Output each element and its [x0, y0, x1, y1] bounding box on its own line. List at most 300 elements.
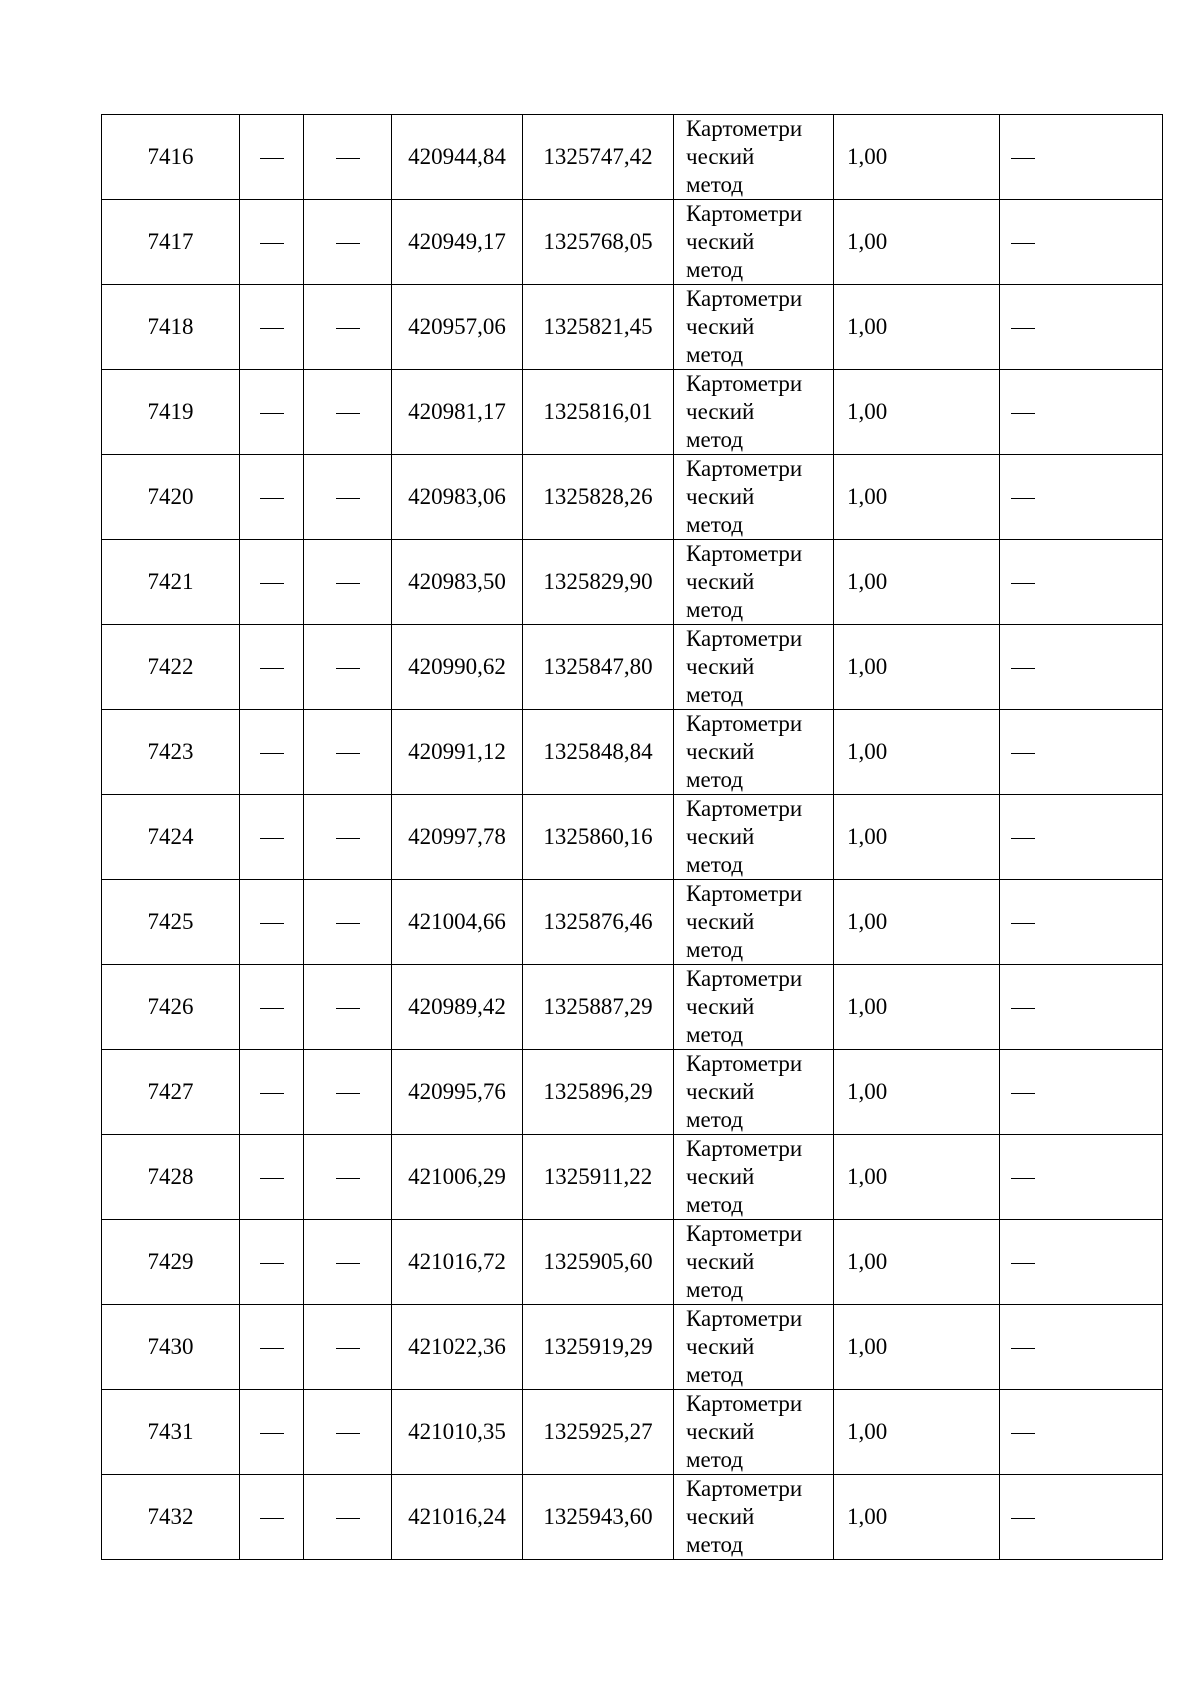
- method-cell: [674, 115, 834, 200]
- empty-value-cell: [304, 285, 392, 370]
- dash-mark: [260, 923, 284, 924]
- accuracy-text: 1,00: [847, 484, 888, 510]
- dash-mark: [260, 838, 284, 839]
- accuracy-text: 1,00: [847, 1079, 888, 1105]
- coordinate-x-cell: [392, 1475, 523, 1560]
- empty-value-cell: [240, 200, 304, 285]
- coordinate-x-text: 420983,50: [408, 569, 506, 595]
- method-text: Картометри ческий метод: [686, 966, 803, 1047]
- method-cell: [674, 965, 834, 1050]
- point-number-cell: [102, 965, 240, 1050]
- table-row: [102, 1475, 1163, 1560]
- coordinate-y-cell: [523, 285, 674, 370]
- coordinate-x-text: 420990,62: [408, 654, 506, 680]
- dash-mark: [1011, 328, 1035, 329]
- dash-mark: [260, 583, 284, 584]
- dash-text: [1035, 908, 1036, 909]
- coordinate-y-cell: [523, 1390, 674, 1475]
- dash-mark: [1011, 668, 1035, 669]
- table-row: [102, 285, 1163, 370]
- coordinate-y-cell: [523, 880, 674, 965]
- empty-value-cell: [1000, 285, 1163, 370]
- dash-text: [360, 653, 361, 654]
- dash-mark: [336, 1093, 360, 1094]
- empty-value-cell: [1000, 965, 1163, 1050]
- method-cell: [674, 540, 834, 625]
- coordinate-y-text: 1325829,90: [543, 569, 653, 595]
- coordinate-x-text: 421016,24: [408, 1504, 506, 1530]
- dash-mark: [336, 753, 360, 754]
- coordinate-x-text: 421004,66: [408, 909, 506, 935]
- accuracy-text: 1,00: [847, 909, 888, 935]
- coordinate-y-text: 1325860,16: [543, 824, 653, 850]
- accuracy-cell: [834, 1475, 1000, 1560]
- method-cell: [674, 625, 834, 710]
- empty-value-cell: [304, 540, 392, 625]
- dash-mark: [260, 1348, 284, 1349]
- dash-text: [360, 1163, 361, 1164]
- empty-value-cell: [240, 795, 304, 880]
- accuracy-cell: [834, 455, 1000, 540]
- dash-mark: [336, 1433, 360, 1434]
- empty-value-cell: [304, 1135, 392, 1220]
- accuracy-text: 1,00: [847, 229, 888, 255]
- method-cell: [674, 880, 834, 965]
- dash-mark: [336, 583, 360, 584]
- empty-value-cell: [240, 455, 304, 540]
- coordinate-x-text: 421010,35: [408, 1419, 506, 1445]
- coordinate-y-text: 1325925,27: [543, 1419, 653, 1445]
- dash-text: [360, 738, 361, 739]
- point-number-text: 7429: [147, 1249, 194, 1275]
- dash-text: [284, 313, 285, 314]
- method-text: Картометри ческий метод: [686, 1391, 803, 1472]
- accuracy-text: 1,00: [847, 994, 888, 1020]
- method-cell: [674, 795, 834, 880]
- coordinate-y-cell: [523, 200, 674, 285]
- dash-mark: [1011, 838, 1035, 839]
- coordinate-y-cell: [523, 1220, 674, 1305]
- accuracy-cell: [834, 285, 1000, 370]
- coordinate-x-cell: [392, 115, 523, 200]
- accuracy-text: 1,00: [847, 654, 888, 680]
- method-text: Картометри ческий метод: [686, 626, 803, 707]
- coordinate-y-text: 1325911,22: [543, 1164, 653, 1190]
- coordinate-x-cell: [392, 540, 523, 625]
- coordinate-x-cell: [392, 200, 523, 285]
- empty-value-cell: [240, 1220, 304, 1305]
- accuracy-text: 1,00: [847, 569, 888, 595]
- coordinate-y-text: 1325848,84: [543, 739, 653, 765]
- point-number-text: 7418: [147, 314, 194, 340]
- coordinate-y-text: 1325828,26: [543, 484, 653, 510]
- coordinate-x-text: 421016,72: [408, 1249, 506, 1275]
- method-cell: [674, 710, 834, 795]
- method-text: Картометри ческий метод: [686, 286, 803, 367]
- dash-text: [360, 993, 361, 994]
- dash-mark: [336, 498, 360, 499]
- point-number-cell: [102, 1050, 240, 1135]
- point-number-cell: [102, 540, 240, 625]
- dash-text: [284, 738, 285, 739]
- accuracy-text: 1,00: [847, 399, 888, 425]
- empty-value-cell: [304, 795, 392, 880]
- dash-text: [1035, 483, 1036, 484]
- coordinate-y-cell: [523, 1050, 674, 1135]
- accuracy-text: 1,00: [847, 824, 888, 850]
- method-text: Картометри ческий метод: [686, 456, 803, 537]
- empty-value-cell: [304, 370, 392, 455]
- point-number-cell: [102, 455, 240, 540]
- point-number-cell: [102, 285, 240, 370]
- dash-mark: [1011, 753, 1035, 754]
- dash-mark: [336, 328, 360, 329]
- table-row: [102, 965, 1163, 1050]
- point-number-cell: [102, 370, 240, 455]
- dash-text: [360, 1248, 361, 1249]
- coordinate-y-cell: [523, 115, 674, 200]
- dash-mark: [1011, 158, 1035, 159]
- empty-value-cell: [304, 1305, 392, 1390]
- dash-text: [284, 228, 285, 229]
- coordinate-y-cell: [523, 540, 674, 625]
- method-text: Картометри ческий метод: [686, 541, 803, 622]
- accuracy-text: 1,00: [847, 1249, 888, 1275]
- dash-text: [284, 398, 285, 399]
- method-cell: [674, 370, 834, 455]
- empty-value-cell: [304, 965, 392, 1050]
- empty-value-cell: [240, 880, 304, 965]
- method-text: Картометри ческий метод: [686, 796, 803, 877]
- dash-text: [284, 653, 285, 654]
- dash-text: [1035, 993, 1036, 994]
- accuracy-cell: [834, 625, 1000, 710]
- table-row: [102, 1050, 1163, 1135]
- dash-text: [1035, 1418, 1036, 1419]
- empty-value-cell: [1000, 540, 1163, 625]
- empty-value-cell: [1000, 1305, 1163, 1390]
- coordinate-y-text: 1325816,01: [543, 399, 653, 425]
- coordinate-y-text: 1325943,60: [543, 1504, 653, 1530]
- empty-value-cell: [1000, 370, 1163, 455]
- accuracy-cell: [834, 1220, 1000, 1305]
- dash-text: [284, 1333, 285, 1334]
- empty-value-cell: [1000, 1135, 1163, 1220]
- table-row: [102, 455, 1163, 540]
- dash-mark: [1011, 1178, 1035, 1179]
- dash-mark: [1011, 1093, 1035, 1094]
- method-cell: [674, 455, 834, 540]
- table-row: [102, 625, 1163, 710]
- coordinate-y-cell: [523, 965, 674, 1050]
- dash-mark: [336, 668, 360, 669]
- point-number-cell: [102, 1390, 240, 1475]
- point-number-cell: [102, 1475, 240, 1560]
- accuracy-cell: [834, 200, 1000, 285]
- table-row: [102, 370, 1163, 455]
- dash-text: [1035, 738, 1036, 739]
- accuracy-cell: [834, 965, 1000, 1050]
- table-row: [102, 1135, 1163, 1220]
- empty-value-cell: [240, 965, 304, 1050]
- dash-mark: [260, 1008, 284, 1009]
- point-number-text: 7416: [147, 144, 194, 170]
- dash-mark: [336, 1263, 360, 1264]
- dash-mark: [260, 1263, 284, 1264]
- coordinate-y-cell: [523, 710, 674, 795]
- dash-text: [1035, 568, 1036, 569]
- dash-text: [360, 483, 361, 484]
- accuracy-cell: [834, 880, 1000, 965]
- point-number-cell: [102, 625, 240, 710]
- dash-mark: [260, 753, 284, 754]
- point-number-text: 7431: [147, 1419, 194, 1445]
- dash-mark: [1011, 1433, 1035, 1434]
- dash-text: [1035, 398, 1036, 399]
- dash-text: [284, 908, 285, 909]
- dash-text: [1035, 653, 1036, 654]
- accuracy-cell: [834, 795, 1000, 880]
- dash-text: [284, 993, 285, 994]
- dash-mark: [336, 243, 360, 244]
- coordinate-y-text: 1325876,46: [543, 909, 653, 935]
- coordinate-x-text: 421022,36: [408, 1334, 506, 1360]
- dash-text: [284, 568, 285, 569]
- coordinate-y-text: 1325905,60: [543, 1249, 653, 1275]
- dash-text: [284, 143, 285, 144]
- table-row: [102, 1305, 1163, 1390]
- empty-value-cell: [304, 1390, 392, 1475]
- dash-mark: [260, 413, 284, 414]
- dash-mark: [260, 1518, 284, 1519]
- empty-value-cell: [1000, 710, 1163, 795]
- accuracy-cell: [834, 115, 1000, 200]
- dash-text: [284, 823, 285, 824]
- dash-text: [284, 1078, 285, 1079]
- dash-text: [1035, 1078, 1036, 1079]
- dash-mark: [336, 838, 360, 839]
- accuracy-text: 1,00: [847, 144, 888, 170]
- dash-mark: [260, 328, 284, 329]
- point-number-cell: [102, 880, 240, 965]
- coordinate-y-text: 1325747,42: [543, 144, 653, 170]
- method-cell: [674, 1050, 834, 1135]
- coordinates-table: [101, 114, 1163, 1560]
- coordinate-x-cell: [392, 1135, 523, 1220]
- dash-mark: [1011, 1348, 1035, 1349]
- table-row: [102, 1390, 1163, 1475]
- empty-value-cell: [1000, 1050, 1163, 1135]
- method-text: Картометри ческий метод: [686, 1476, 803, 1557]
- dash-text: [284, 483, 285, 484]
- point-number-cell: [102, 1135, 240, 1220]
- empty-value-cell: [240, 1135, 304, 1220]
- point-number-text: 7420: [147, 484, 194, 510]
- dash-mark: [1011, 1263, 1035, 1264]
- dash-mark: [336, 1518, 360, 1519]
- method-text: Картометри ческий метод: [686, 1051, 803, 1132]
- coordinate-y-text: 1325887,29: [543, 994, 653, 1020]
- empty-value-cell: [1000, 1475, 1163, 1560]
- point-number-text: 7430: [147, 1334, 194, 1360]
- empty-value-cell: [304, 455, 392, 540]
- accuracy-cell: [834, 370, 1000, 455]
- coordinate-x-cell: [392, 965, 523, 1050]
- coordinate-x-text: 420944,84: [408, 144, 506, 170]
- dash-text: [1035, 1503, 1036, 1504]
- coordinate-x-text: 420983,06: [408, 484, 506, 510]
- empty-value-cell: [304, 880, 392, 965]
- empty-value-cell: [240, 1390, 304, 1475]
- method-cell: [674, 1305, 834, 1390]
- dash-mark: [336, 1178, 360, 1179]
- method-cell: [674, 285, 834, 370]
- empty-value-cell: [1000, 880, 1163, 965]
- dash-mark: [1011, 1518, 1035, 1519]
- empty-value-cell: [304, 710, 392, 795]
- dash-mark: [1011, 413, 1035, 414]
- method-text: Картометри ческий метод: [686, 201, 803, 282]
- point-number-text: 7426: [147, 994, 194, 1020]
- coordinate-y-text: 1325821,45: [543, 314, 653, 340]
- coordinate-x-cell: [392, 880, 523, 965]
- dash-mark: [1011, 1008, 1035, 1009]
- coordinate-y-text: 1325847,80: [543, 654, 653, 680]
- method-text: Картометри ческий метод: [686, 1306, 803, 1387]
- table-row: [102, 200, 1163, 285]
- dash-mark: [260, 158, 284, 159]
- coordinate-x-cell: [392, 370, 523, 455]
- dash-mark: [336, 158, 360, 159]
- dash-mark: [336, 1348, 360, 1349]
- coordinate-x-text: 420949,17: [408, 229, 506, 255]
- dash-text: [1035, 313, 1036, 314]
- dash-mark: [260, 668, 284, 669]
- method-text: Картометри ческий метод: [686, 371, 803, 452]
- point-number-cell: [102, 1220, 240, 1305]
- dash-mark: [260, 1178, 284, 1179]
- dash-text: [1035, 228, 1036, 229]
- dash-mark: [336, 1008, 360, 1009]
- coordinate-y-text: 1325768,05: [543, 229, 653, 255]
- empty-value-cell: [1000, 200, 1163, 285]
- accuracy-cell: [834, 1050, 1000, 1135]
- method-cell: [674, 1475, 834, 1560]
- table-row: [102, 115, 1163, 200]
- table-body: [102, 115, 1163, 1560]
- dash-mark: [1011, 923, 1035, 924]
- empty-value-cell: [304, 1050, 392, 1135]
- method-text: Картометри ческий метод: [686, 1136, 803, 1217]
- dash-text: [1035, 823, 1036, 824]
- dash-text: [284, 1503, 285, 1504]
- coordinate-x-cell: [392, 795, 523, 880]
- dash-text: [284, 1418, 285, 1419]
- coordinate-y-cell: [523, 1305, 674, 1390]
- dash-text: [360, 143, 361, 144]
- accuracy-cell: [834, 1390, 1000, 1475]
- empty-value-cell: [1000, 625, 1163, 710]
- coordinate-x-text: 420957,06: [408, 314, 506, 340]
- point-number-text: 7421: [147, 569, 194, 595]
- method-text: Картометри ческий метод: [686, 1221, 803, 1302]
- dash-text: [360, 908, 361, 909]
- accuracy-text: 1,00: [847, 1504, 888, 1530]
- dash-text: [360, 398, 361, 399]
- method-text: Картометри ческий метод: [686, 711, 803, 792]
- dash-text: [360, 228, 361, 229]
- coordinate-x-text: 420981,17: [408, 399, 506, 425]
- point-number-text: 7417: [147, 229, 194, 255]
- coordinate-y-cell: [523, 370, 674, 455]
- dash-mark: [260, 498, 284, 499]
- empty-value-cell: [1000, 1390, 1163, 1475]
- point-number-cell: [102, 200, 240, 285]
- point-number-cell: [102, 1305, 240, 1390]
- dash-text: [360, 1503, 361, 1504]
- dash-text: [1035, 143, 1036, 144]
- empty-value-cell: [304, 115, 392, 200]
- dash-text: [1035, 1248, 1036, 1249]
- empty-value-cell: [1000, 795, 1163, 880]
- dash-mark: [336, 923, 360, 924]
- empty-value-cell: [1000, 115, 1163, 200]
- empty-value-cell: [304, 1475, 392, 1560]
- table-row: [102, 710, 1163, 795]
- coordinate-x-cell: [392, 710, 523, 795]
- coordinate-x-cell: [392, 1305, 523, 1390]
- point-number-text: 7428: [147, 1164, 194, 1190]
- dash-mark: [260, 243, 284, 244]
- method-cell: [674, 1135, 834, 1220]
- method-text: Картометри ческий метод: [686, 881, 803, 962]
- coordinate-y-cell: [523, 795, 674, 880]
- dash-text: [1035, 1333, 1036, 1334]
- point-number-text: 7427: [147, 1079, 194, 1105]
- method-cell: [674, 1220, 834, 1305]
- dash-text: [1035, 1163, 1036, 1164]
- method-text: Картометри ческий метод: [686, 116, 803, 197]
- empty-value-cell: [240, 1050, 304, 1135]
- dash-text: [284, 1248, 285, 1249]
- coordinate-x-text: 421006,29: [408, 1164, 506, 1190]
- dash-mark: [336, 413, 360, 414]
- point-number-text: 7419: [147, 399, 194, 425]
- coordinate-x-cell: [392, 1220, 523, 1305]
- empty-value-cell: [304, 625, 392, 710]
- point-number-text: 7432: [147, 1504, 194, 1530]
- dash-mark: [1011, 243, 1035, 244]
- point-number-cell: [102, 115, 240, 200]
- dash-mark: [260, 1093, 284, 1094]
- coordinate-x-text: 420995,76: [408, 1079, 506, 1105]
- point-number-text: 7424: [147, 824, 194, 850]
- method-cell: [674, 200, 834, 285]
- point-number-cell: [102, 795, 240, 880]
- dash-text: [360, 568, 361, 569]
- coordinate-x-cell: [392, 285, 523, 370]
- empty-value-cell: [240, 1305, 304, 1390]
- coordinate-y-cell: [523, 1135, 674, 1220]
- accuracy-cell: [834, 540, 1000, 625]
- coordinate-x-cell: [392, 1390, 523, 1475]
- empty-value-cell: [1000, 455, 1163, 540]
- coordinate-x-text: 420991,12: [408, 739, 506, 765]
- point-number-text: 7425: [147, 909, 194, 935]
- dash-mark: [260, 1433, 284, 1434]
- dash-text: [360, 1333, 361, 1334]
- empty-value-cell: [240, 710, 304, 795]
